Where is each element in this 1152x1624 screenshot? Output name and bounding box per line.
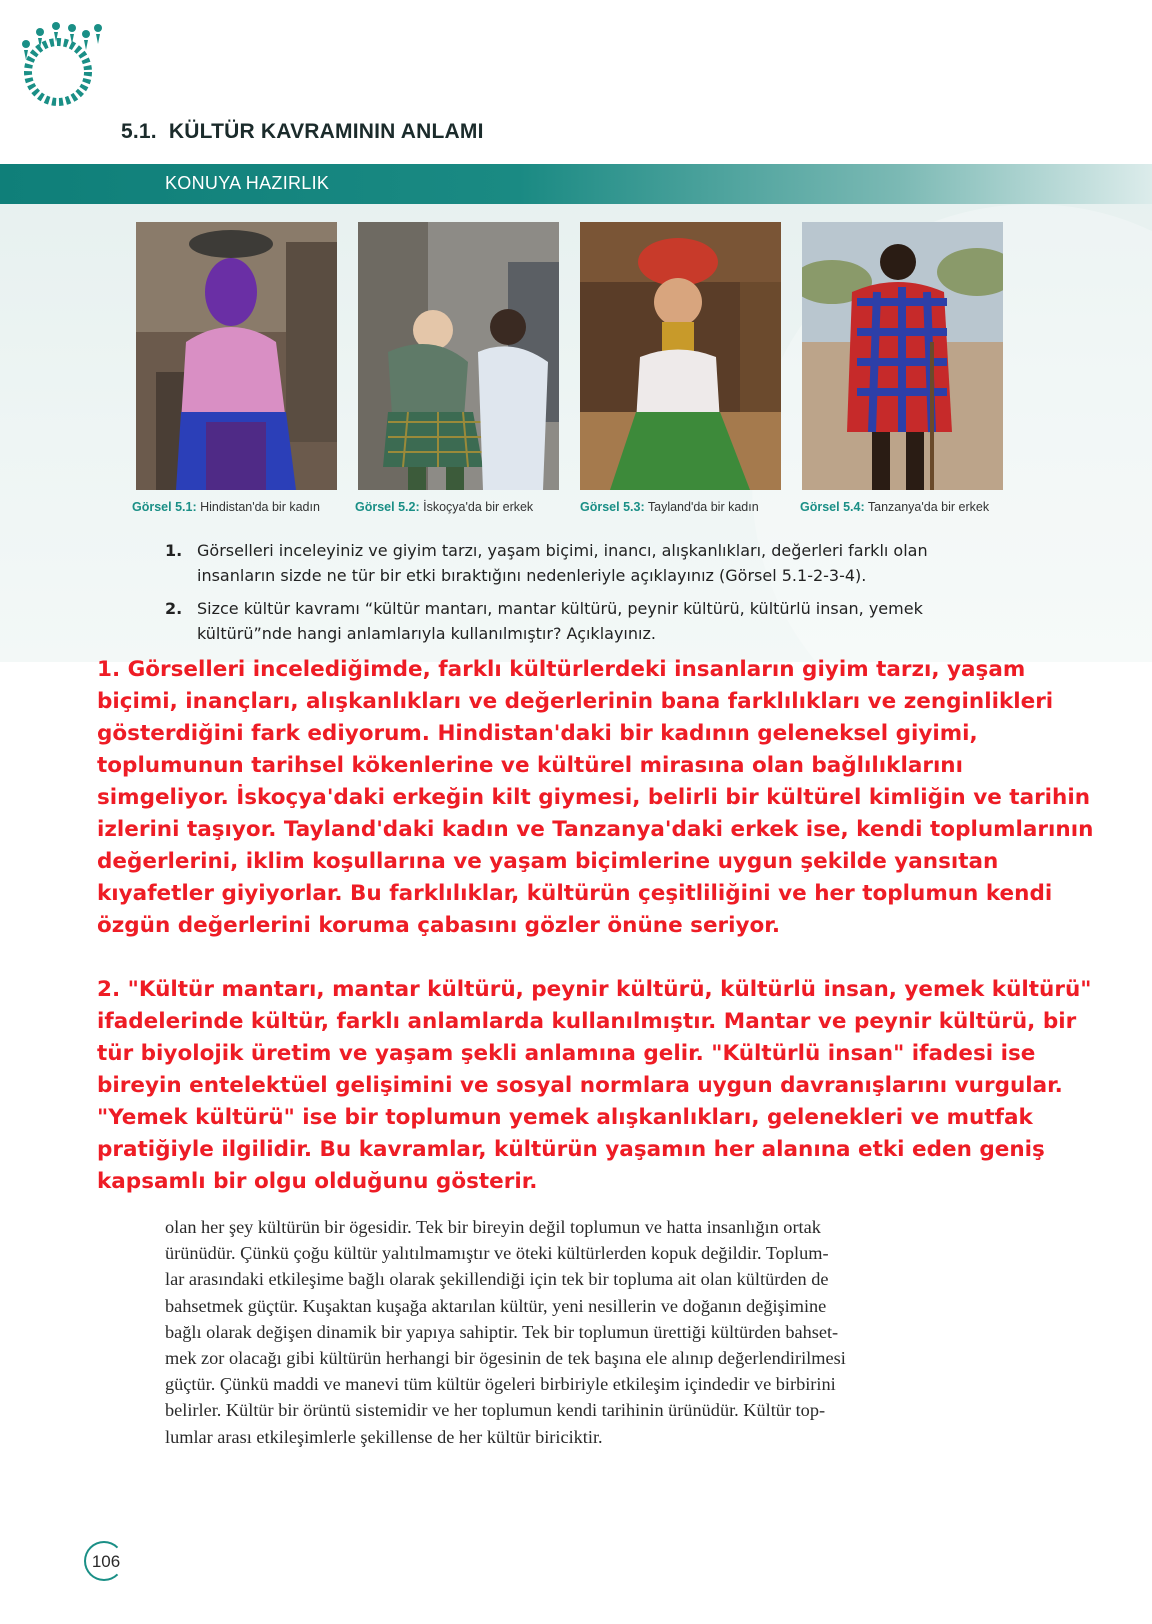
chapter-logo-icon [16, 14, 108, 114]
question-number: 1. [165, 541, 183, 560]
photo-scotland-man [358, 222, 559, 490]
page-number: 106 [84, 1541, 124, 1581]
question-item: 2. Sizce kültür kavramı “kültür mantarı, mantar kültürü, peynir kültürü, kültürlü insan, yemek kültürü”nde hangi anlamlarıyla kullanılmıştır? Açıklayınız. [165, 596, 1065, 646]
photo-thailand-woman [580, 222, 781, 490]
answer-1: 1. Görselleri incelediğimde, farklı kültürlerdeki insanların giyim tarzı, yaşam biçimi, inançları, alışkanlıkları ve değerlerinin bana farklılıkları ve zenginlikleri gösterdiğini fark ediyorum. Hindistan'daki bir kadının geleneksel giyimi, toplumunun tarihsel kökenlerine ve kültürel mirasına olan bağlılıklarını simgeliyor. İskoçya'daki erkeğin kilt giymesi, belirli bir kültürel kimliğin ve tarihin izlerini taşıyor. Tayland'daki kadın ve Tanzanya'daki erkek ise, kendi toplumlarının değerlerini, iklim koşullarına ve yaşam biçimlerine uygun şekilde yansıtan kıyafetler giyiyorlar. Bu farklılıklar, kültürün çeşitliliğini ve her toplumun kendi özgün değerlerini koruma çabasını gözler önüne seriyor. [97, 657, 1094, 938]
section-title [121, 120, 484, 144]
question-list [165, 538, 1065, 654]
section-title-text: KÜLTÜR KAVRAMININ ANLAMI [168, 120, 484, 143]
question-number: 2. [165, 599, 183, 618]
prep-title: KONUYA HAZIRLIK [165, 173, 330, 193]
photo-caption-1: Görsel 5.1: Hindistan'da bir kadın [132, 500, 320, 514]
body-paragraph: olan her şey kültürün bir ögesidir. Tek bir bireyin değil toplumun ve hatta insanlığın ortak ürünüdür. Çünkü çoğu kültür yalıtılmamıştır ve öteki kültürlerden kopuk değildir. Toplum- lar arasındaki etkileşime bağlı olarak şekillendiği için tek bir topluma ait olan kültürden de bahsetmek güçtür. Kuşaktan kuşağa aktarılan kültür, yeni nesillerin ve doğanın değişimine bağlı olarak değişen dinamik bir yapıya sahiptir. Tek bir toplumun ürettiği kültürden bahset- mek zor olacağı gibi kültürün herhangi bir ögesinin de tek başına ele alınıp değerlendirilmesi güçtür. Çünkü maddi ve manevi tüm kültür ögeleri birbiriyle etkileşim içindedir ve birbirini belirler. Kültür bir örüntü sistemidir ve her toplumun kendi tarihinin ürünüdür. Kültür top- lumlar arası etkileşimlerle şekillense de her kültür biriciktir. [165, 1217, 846, 1447]
prep-header [0, 164, 1152, 204]
answer-2: 2. "Kültür mantarı, mantar kültürü, peynir kültürü, kültürlü insan, yemek kültürü" ifadelerinde kültür, farklı anlamlarda kullanılmıştır. Mantar ve peynir kültürü, bir tür biyolojik üretim ve yaşam şekli anlamına gelir. "Kültürlü insan" ifadesi ise bireyin entelektüel gelişimini ve sosyal normlara uygun davranışlarını vurgular. "Yemek kültürü" ise bir toplumun yemek alışkanlıkları, gelenekleri ve mutfak pratiğiyle ilgilidir. Bu kavramlar, kültürün yaşamın her alanına etki eden geniş kapsamlı bir olgu olduğunu gösterir. [97, 977, 1092, 1194]
photo-tanzania-man [802, 222, 1003, 490]
photo-caption-2: Görsel 5.2: İskoçya'da bir erkek [355, 500, 534, 514]
photo-caption-3: Görsel 5.3: Tayland'da bir kadın [580, 500, 759, 514]
photo-caption-4: Görsel 5.4: Tanzanya'da bir erkek [800, 500, 990, 514]
section-number: 5.1. [121, 120, 157, 143]
answer-block [97, 654, 1097, 1198]
question-item: 1. Görselleri inceleyiniz ve giyim tarzı, yaşam biçimi, inancı, alışkanlıkları, değerleri farklı olan insanların sizde ne tür bir etki bıraktığını nedenleriyle açıklayınız (Görsel 5.1-2-3-4). [165, 538, 1065, 588]
photo-india-woman [136, 222, 337, 490]
